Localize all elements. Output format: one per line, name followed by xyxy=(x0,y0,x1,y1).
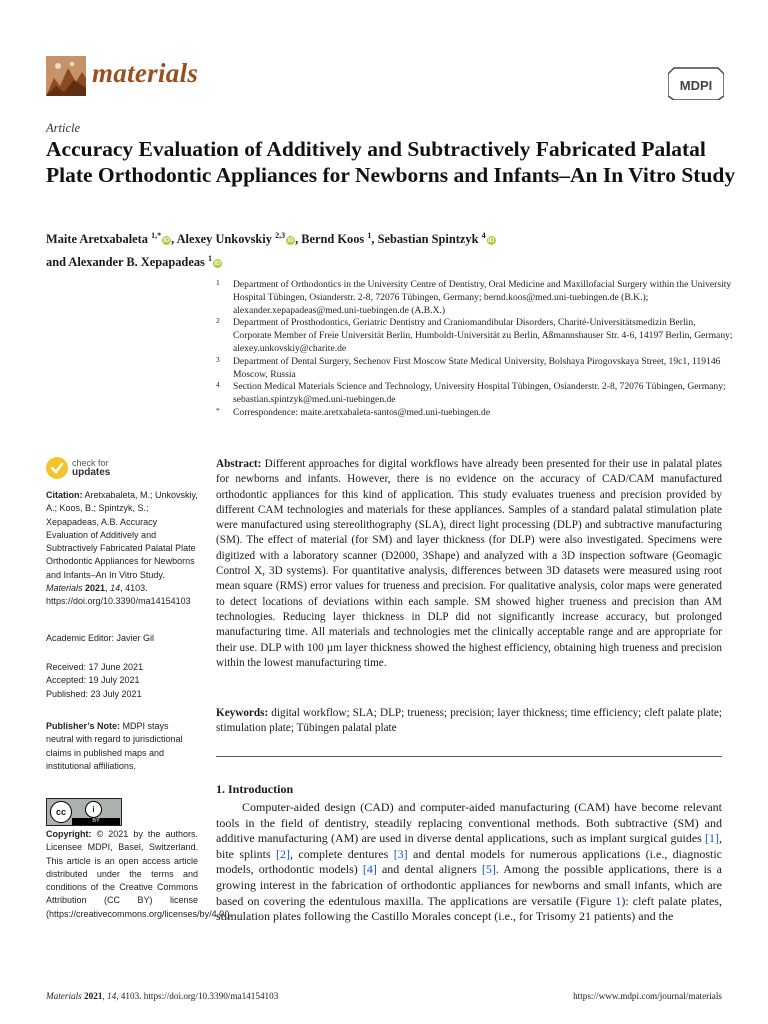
keywords-label: Keywords: xyxy=(216,707,269,719)
keywords xyxy=(216,706,722,737)
footer-citation: Materials 2021, 14, 4103. https://doi.org/10.3390/ma14154103 xyxy=(46,991,279,1001)
orcid-icon[interactable]: iD xyxy=(487,237,495,245)
publication-dates xyxy=(46,661,198,701)
author-affiliation-mark: 2,3 xyxy=(275,231,286,240)
abstract xyxy=(216,457,722,671)
abstract-text: Different approaches for digital workflows have already been presented for their use in palatal plates for newborns and infants. However, there is no evidence on the accuracy of CAD/CAM manufactured orthodontic appliances for this kind of application. This study evaluates trueness and precision provided by different CAM technologies and materials for these appliances. Samples of a standard palatal stimulation plate were manufactured using stereolithography (SLA), direct light processing (DLP) and subtractive manufacturing (SM). The effect of material (for SM) and layer thickness (for DLP) were also investigated. Specimens were digitized with a laboratory scanner (D2000, 3Shape) and analyzed with a 3D inspection software (Geomagic Control X, 3D systems). For quantitative analysis, differences between 3D datasets were measured using root mean square (RMS) error values for trueness and precision. For qualitative analysis, color maps were generated to detect locations of deviations within each sample. SM showed higher trueness and precision than AM technologies. Reducing layer thickness in DLP did not significantly increase accuracy, but prolonged manufacturing time. All materials and technologies met the clinically acceptable range and are appropriate for their use. DLP with 100 µm layer thickness showed the highest efficiency, obtaining high trueness and precision within the lowest manufacturing time. xyxy=(216,458,723,669)
section-heading: 1. Introduction xyxy=(216,782,294,796)
check-updates-line2: updates xyxy=(72,467,111,478)
affiliation-item: 4 Section Medical Materials Science and Technology, University Hospital Tübingen, Osianderstr. 2-8, 72076 Tübingen, Germany; sebastian.spintzyk@med.uni-tuebingen.de xyxy=(216,380,726,406)
journal-logo xyxy=(46,56,86,96)
author-affiliation-mark: 1 xyxy=(207,254,212,264)
article-type: Article xyxy=(46,121,81,135)
citation-doi-link[interactable]: https://doi.org/10.3390/ma14154103 xyxy=(46,596,191,607)
author-affiliation-mark: 4 xyxy=(481,231,486,240)
abstract-label: Abstract: xyxy=(216,458,262,470)
citation-block: Citation: Aretxabaleta, M.; Unkovskiy, A.; Koos, B.; Spintzyk, S.; Xepapadeas, A.B. Accuracy Evaluation of Additively and Subtractively Fabricated Palatal Plate Orthodontic Appliances for Newborns and Infants–An In Vitro Study. Materials 2021, 14, 4103. https://doi.org/10.3390/ma14154103 xyxy=(46,490,198,607)
figure-link[interactable]: 1 xyxy=(615,893,622,908)
affiliation-item: * Correspondence: maite.aretxabaleta-santos@med.uni-tuebingen.de xyxy=(216,405,491,418)
academic-editor: Academic Editor: Javier Gil xyxy=(46,633,155,643)
reference-link[interactable]: [1] xyxy=(705,831,719,846)
mdpi-wordmark: MDPI xyxy=(679,78,713,93)
reference-link[interactable]: [5] xyxy=(481,862,496,877)
received-date: Received: 17 June 2021 xyxy=(46,662,144,672)
section-divider xyxy=(216,756,722,757)
published-date: Published: 23 July 2021 xyxy=(46,688,142,699)
author-name: Alexey Unkovskiy xyxy=(176,232,272,247)
affiliations xyxy=(216,279,736,420)
orcid-icon[interactable]: iD xyxy=(163,237,170,245)
accepted-date: Accepted: 19 July 2021 xyxy=(46,675,140,686)
check-for-updates-button[interactable] xyxy=(46,457,136,483)
affiliation-item: 2 Department of Prosthodontics, Geriatric Dentistry and Craniomandibular Disorders, Charité-Universitätsmedizin Berlin, Corporate Member of Freie Universität Berlin, Humboldt-Universität zu Berlin, Aßmannshauser Str. 4-6, 14197 Berlin, Germany; alexey.unkovskiy@charite.de xyxy=(216,316,733,354)
affiliation-item: 3 Department of Dental Surgery, Sechenov First Moscow State Medical University, Bolshaya Pirogovskaya Street, 19c1, 119146 Moscow, Russia xyxy=(216,354,721,380)
author-connector: and xyxy=(46,255,66,270)
author-affiliation-mark: 1,* xyxy=(151,231,162,240)
by-label: BY xyxy=(72,818,120,825)
reference-link[interactable]: [4] xyxy=(362,862,377,877)
author-name: Maite Aretxabaleta xyxy=(46,232,148,247)
introduction-paragraph: Computer-aided design (CAD) and computer-aided manufacturing (CAM) have become relevant tools in the field of dentistry, steadily replacing conventional methods. Both subtractive (SM) and additive manufacturing (AM) are used in diverse dental applications, such as implant surgical guides [1], bite splints [2], complete dentures [3] and dental models for numerous applications (i.e., diagnostic models, orthodontic models) [4] and dental aligners [5]. Among the possible applications, there is a growing interest in the fabrication of orthodontic appliances for newborns and small infants, which are based on covering the edentulous maxilla. The applications are versatile (Figure 1): cleft palate plates, stimulation plates following the Castillo Morales concept (i.e., for Trisomy 21 patients) and the xyxy=(216,800,723,924)
keywords-text: digital workflow; SLA; DLP; trueness; precision; layer thickness; time efficiency; cleft palate plate; stimulation plate; Tübingen palatal plate xyxy=(216,707,722,735)
footer-journal-url[interactable]: https://www.mdpi.com/journal/materials xyxy=(573,991,722,1001)
attribution-icon: i xyxy=(85,801,102,818)
article-title: Accuracy Evaluation of Additively and Subtractively Fabricated Palatal Plate Orthodontic Appliances for Newborns and Infants–An In Vitro Study xyxy=(46,137,736,187)
publisher-note: Publisher’s Note: MDPI stays neutral with regard to jurisdictional claims in published maps and institutional affiliations. xyxy=(46,721,183,771)
mdpi-logo xyxy=(668,64,724,100)
author-name: Sebastian Spintzyk xyxy=(377,232,479,247)
cc-by-license-badge[interactable] xyxy=(46,798,122,826)
cc-icon: cc xyxy=(50,801,72,823)
check-updates-line1: check for xyxy=(72,458,109,468)
author-name: Bernd Koos xyxy=(301,232,365,247)
author-affiliation-mark: 1 xyxy=(367,231,372,240)
footer-doi-link[interactable]: 4103. https://doi.org/10.3390/ma14154103 xyxy=(120,991,279,1001)
reference-link[interactable]: [3] xyxy=(393,846,408,861)
check-updates-icon xyxy=(46,457,68,479)
orcid-icon[interactable]: iD xyxy=(214,260,221,268)
author-name: Alexander B. Xepapadeas xyxy=(68,255,205,270)
affiliation-item: 1 Department of Orthodontics in the University Centre of Dentistry, Oral Medicine and Maxillofacial Surgery within the University Hospital Tübingen, Osianderstr. 2-8, 72076 Tübingen, Germany; bernd.koos@med.uni-tuebingen.de (B.K.); alexander.xepapadeas@med.uni-tuebingen.de (A.B.X.) xyxy=(216,278,732,316)
journal-name: materials xyxy=(92,58,199,88)
copyright-notice: Copyright: © 2021 by the authors. Licensee MDPI, Basel, Switzerland. This article is an open access article distributed under the terms and conditions of the Creative Commons Attribution (CC BY) license (https://creativecommons.org/licenses/by/4.0/). xyxy=(46,829,233,919)
author-list: Maite Aretxabaleta $^{1,*}$iD, Alexey Unkovskiy $^{2,3}$iD, Bernd Koos $^1$, Sebastian Spintzyk $^4$iD and Alexander B. Xepapadeas $^1$iD xyxy=(46,231,495,270)
reference-link[interactable]: [2] xyxy=(276,846,291,861)
orcid-icon[interactable]: iD xyxy=(287,237,294,245)
